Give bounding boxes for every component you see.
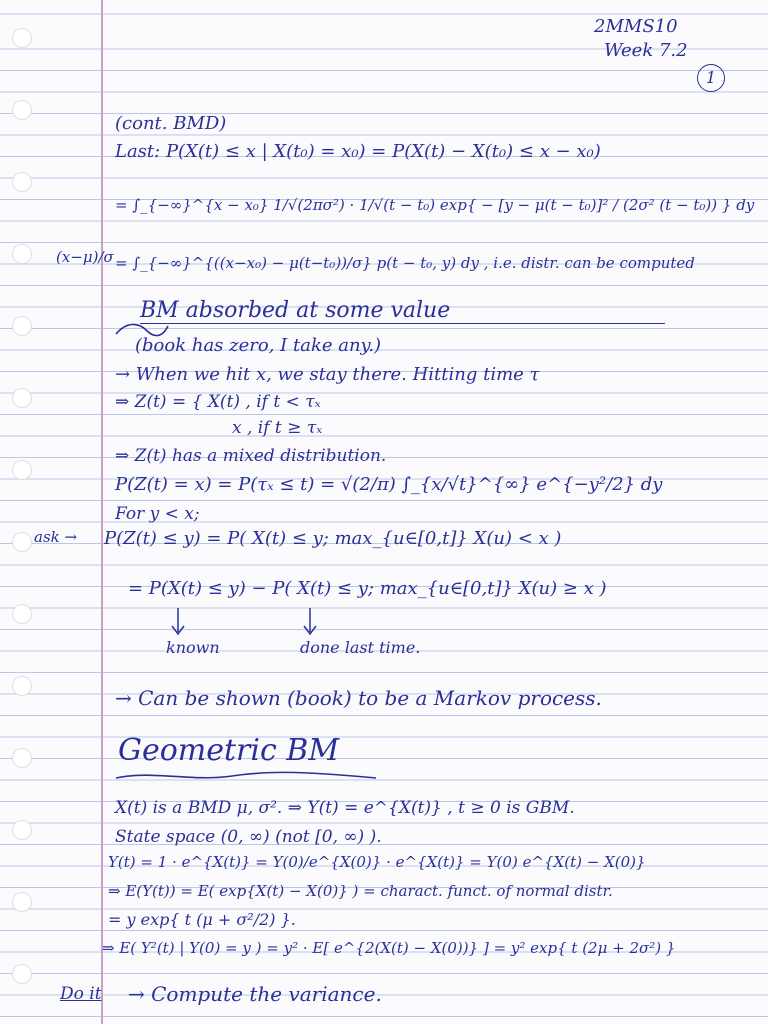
formula-line: Y(t) = 1 · e^{X(t)} = Y(0)/e^{X(0)} · e^{X(t)} = Y(0) e^{X(t) − X(0)} xyxy=(108,853,646,871)
margin-line xyxy=(101,0,103,1024)
section-heading: Geometric BM xyxy=(118,733,340,768)
punch-hole xyxy=(12,316,32,336)
heading-underline xyxy=(140,323,665,324)
punch-hole xyxy=(12,676,32,696)
formula-line: = P(X(t) ≤ y) − P( X(t) ≤ y; max_{u∈[0,t]} X(u) ≥ x ) xyxy=(128,578,607,599)
note-line: → Compute the variance. xyxy=(128,982,382,1006)
note-line: x , if t ≥ τₓ xyxy=(232,418,323,438)
punch-hole xyxy=(12,748,32,768)
course-code: 2MMS10 xyxy=(594,16,678,37)
note-line: (book has zero, I take any.) xyxy=(135,335,382,356)
note-line: ⇒ Z(t) has a mixed distribution. xyxy=(115,446,387,466)
formula-line: X(t) is a BMD μ, σ². ⇒ Y(t) = e^{X(t)} , t ≥ 0 is GBM. xyxy=(115,798,575,818)
margin-note: Do it xyxy=(60,984,102,1004)
page-number: 1 xyxy=(697,64,725,92)
section-heading: BM absorbed at some value xyxy=(140,298,451,323)
punch-hole xyxy=(12,460,32,480)
formula-line: ⇒ E(Y(t)) = E( exp{X(t) − X(0)} ) = charact. funct. of normal distr. xyxy=(108,882,613,900)
punch-hole xyxy=(12,172,32,192)
punch-hole xyxy=(12,964,32,984)
arrows xyxy=(168,606,328,640)
punch-hole xyxy=(12,28,32,48)
formula-line: = ∫_{−∞}^{((x−x₀) − μ(t−t₀))/σ} p(t − t₀, y) dy , i.e. distr. can be computed xyxy=(115,254,695,272)
note-known: known xyxy=(166,638,220,657)
punch-hole xyxy=(12,820,32,840)
punch-hole xyxy=(12,388,32,408)
note-line: Last: P(X(t) ≤ x | X(t₀) = x₀) = P(X(t) − X(t₀) ≤ x − x₀) xyxy=(115,141,601,162)
note-line: → Can be shown (book) to be a Markov process. xyxy=(115,686,602,710)
heading-underline xyxy=(112,768,382,784)
note-line: (cont. BMD) xyxy=(115,113,227,134)
formula-line: ⇒ E( Y²(t) | Y(0) = y ) = y² · E[ e^{2(X(t) − X(0))} ] = y² exp{ t (2μ + 2σ²) } xyxy=(102,939,676,957)
note-line: ⇒ Z(t) = { X(t) , if t < τₓ xyxy=(115,392,321,412)
formula-line: P(Z(t) ≤ y) = P( X(t) ≤ y; max_{u∈[0,t]} X(u) < x ) xyxy=(104,528,562,549)
punch-hole xyxy=(12,604,32,624)
margin-note: (x−μ)/σ xyxy=(56,248,114,266)
note-line: → When we hit x, we stay there. Hitting time τ xyxy=(115,364,540,385)
margin-note: ask → xyxy=(34,528,78,546)
formula-line: P(Z(t) = x) = P(τₓ ≤ t) = √(2/π) ∫_{x/√t}^{∞} e^{−y²/2} dy xyxy=(115,474,663,495)
punch-hole xyxy=(12,244,32,264)
formula-line: = ∫_{−∞}^{x − x₀} 1/√(2πσ²) · 1/√(t − t₀) exp{ − [y − μ(t − t₀)]² / (2σ² (t − t₀)) } dy xyxy=(115,196,755,214)
note-done: done last time. xyxy=(300,638,421,657)
note-line: State space (0, ∞) (not [0, ∞) ). xyxy=(115,827,382,847)
formula-line: = y exp{ t (μ + σ²/2) }. xyxy=(108,910,296,929)
punch-hole xyxy=(12,100,32,120)
punch-hole xyxy=(12,892,32,912)
note-line: For y < x; xyxy=(115,504,200,524)
punch-hole xyxy=(12,532,32,552)
week-label: Week 7.2 xyxy=(604,40,688,61)
